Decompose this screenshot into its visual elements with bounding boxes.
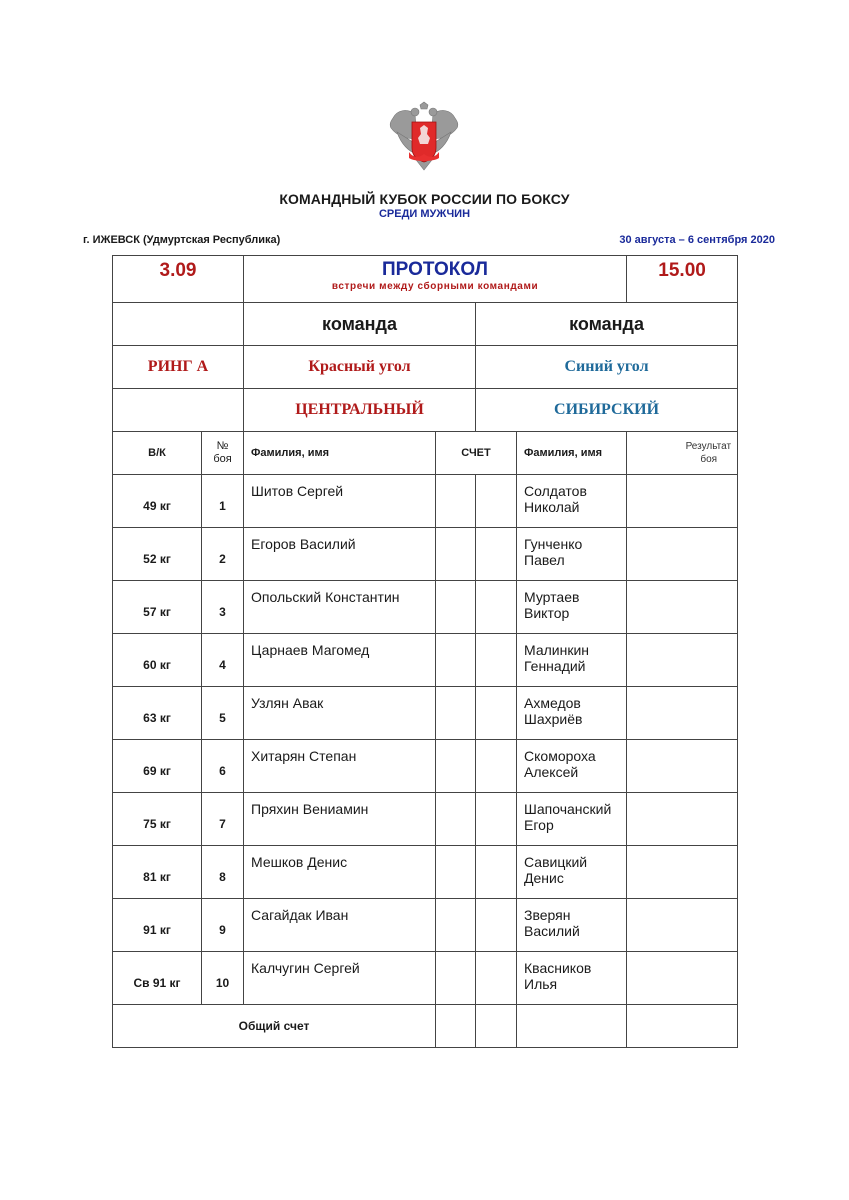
red-boxer-name: Шитов Сергей — [244, 475, 436, 528]
red-score-cell[interactable] — [436, 793, 476, 846]
bout-row — [113, 634, 738, 687]
blue-team-name: СИБИРСКИЙ — [476, 389, 738, 432]
team-label-red: команда — [244, 303, 476, 346]
blue-boxer-name: Солдатов Николай — [517, 475, 627, 528]
blue-boxer-name: Квасников Илья — [517, 952, 627, 1005]
red-score-cell[interactable] — [436, 899, 476, 952]
red-score-cell[interactable] — [436, 740, 476, 793]
total-score-row — [113, 1005, 738, 1048]
protocol-title: ПРОТОКОЛ — [382, 259, 489, 280]
red-boxer-name: Пряхин Вениамин — [244, 793, 436, 846]
ring-label: РИНГ А — [113, 346, 244, 389]
blue-score-cell[interactable] — [476, 687, 517, 740]
bout-result-cell[interactable] — [627, 846, 738, 899]
col-result-line1: Результат — [685, 441, 732, 452]
protocol-subtitle: встречи между сборными командами — [331, 281, 539, 292]
col-result-line2: боя — [700, 454, 718, 465]
total-score-label: Общий счет — [113, 1005, 436, 1048]
bout-row — [113, 581, 738, 634]
protocol-title-cell — [244, 256, 627, 303]
team-label-row — [113, 303, 738, 346]
blue-boxer-name: Зверян Василий — [517, 899, 627, 952]
red-score-cell[interactable] — [436, 634, 476, 687]
bout-number: 4 — [202, 634, 244, 687]
team-label-blue: команда — [476, 303, 738, 346]
red-boxer-name: Хитарян Степан — [244, 740, 436, 793]
red-boxer-name: Мешков Денис — [244, 846, 436, 899]
bout-number: 2 — [202, 528, 244, 581]
col-result — [627, 432, 738, 475]
bout-number: 5 — [202, 687, 244, 740]
blue-score-cell[interactable] — [476, 528, 517, 581]
bout-protocol-table — [112, 255, 738, 1048]
red-boxer-name: Опольский Константин — [244, 581, 436, 634]
blue-boxer-name: Шапочанский Егор — [517, 793, 627, 846]
team-name-row — [113, 389, 738, 432]
bout-result-cell[interactable] — [627, 634, 738, 687]
red-score-cell[interactable] — [436, 475, 476, 528]
red-boxer-name: Сагайдак Иван — [244, 899, 436, 952]
blue-score-cell[interactable] — [476, 581, 517, 634]
venue-city: г. ИЖЕВСК (Удмуртская Республика) — [83, 234, 281, 246]
bout-result-cell[interactable] — [627, 793, 738, 846]
bout-result-cell[interactable] — [627, 581, 738, 634]
event-dates: 30 августа – 6 сентября 2020 — [619, 234, 775, 246]
total-result[interactable] — [627, 1005, 738, 1048]
blue-boxer-name: Малинкин Геннадий — [517, 634, 627, 687]
bout-row — [113, 528, 738, 581]
total-empty — [517, 1005, 627, 1048]
bout-row — [113, 952, 738, 1005]
red-score-cell[interactable] — [436, 581, 476, 634]
column-header-row — [113, 432, 738, 475]
red-corner-label: Красный угол — [244, 346, 476, 389]
col-bout-no-line1: № — [216, 440, 229, 452]
bout-time: 15.00 — [658, 260, 706, 281]
bout-number: 7 — [202, 793, 244, 846]
bout-weight: 57 кг — [113, 581, 202, 634]
blue-boxer-name: Савицкий Денис — [517, 846, 627, 899]
bout-row — [113, 846, 738, 899]
bout-weight: 91 кг — [113, 899, 202, 952]
bout-number: 8 — [202, 846, 244, 899]
bout-result-cell[interactable] — [627, 740, 738, 793]
bout-date: 3.09 — [159, 260, 197, 281]
bout-weight: 81 кг — [113, 846, 202, 899]
total-score-blue[interactable] — [476, 1005, 517, 1048]
bout-row — [113, 475, 738, 528]
bout-weight: 60 кг — [113, 634, 202, 687]
blue-boxer-name: Муртаев Виктор — [517, 581, 627, 634]
red-score-cell[interactable] — [436, 846, 476, 899]
col-bout-no-line2: боя — [213, 453, 232, 465]
blue-boxer-name: Скомороха Алексей — [517, 740, 627, 793]
red-team-name: ЦЕНТРАЛЬНЫЙ — [244, 389, 476, 432]
corner-row — [113, 346, 738, 389]
blue-score-cell[interactable] — [476, 475, 517, 528]
bout-result-cell[interactable] — [627, 475, 738, 528]
bout-number: 10 — [202, 952, 244, 1005]
bout-result-cell[interactable] — [627, 687, 738, 740]
blue-score-cell[interactable] — [476, 846, 517, 899]
bout-weight: 52 кг — [113, 528, 202, 581]
bout-row — [113, 687, 738, 740]
bout-result-cell[interactable] — [627, 952, 738, 1005]
bout-weight: Св 91 кг — [113, 952, 202, 1005]
bout-time-cell — [627, 256, 738, 303]
bout-row — [113, 793, 738, 846]
col-bout-no — [202, 432, 244, 475]
red-boxer-name: Калчугин Сергей — [244, 952, 436, 1005]
red-score-cell[interactable] — [436, 528, 476, 581]
col-score: СЧЕТ — [436, 432, 517, 475]
blue-score-cell[interactable] — [476, 952, 517, 1005]
empty-cell — [113, 303, 244, 346]
blue-score-cell[interactable] — [476, 634, 517, 687]
bout-number: 6 — [202, 740, 244, 793]
blue-corner-label: Синий угол — [476, 346, 738, 389]
competition-subtitle: СРЕДИ МУЖЧИН — [378, 208, 471, 220]
bout-weight: 63 кг — [113, 687, 202, 740]
empty-cell — [113, 389, 244, 432]
red-score-cell[interactable] — [436, 952, 476, 1005]
bout-weight: 69 кг — [113, 740, 202, 793]
blue-score-cell[interactable] — [476, 793, 517, 846]
col-red-name: Фамилия, имя — [244, 432, 436, 475]
protocol-header-row — [113, 256, 738, 303]
bout-row — [113, 899, 738, 952]
bout-number: 1 — [202, 475, 244, 528]
bout-weight: 75 кг — [113, 793, 202, 846]
emblem-logo — [383, 96, 465, 176]
bout-number: 9 — [202, 899, 244, 952]
bout-number: 3 — [202, 581, 244, 634]
bout-weight: 49 кг — [113, 475, 202, 528]
blue-boxer-name: Гунченко Павел — [517, 528, 627, 581]
red-boxer-name: Узлян Авак — [244, 687, 436, 740]
blue-boxer-name: Ахмедов Шахриёв — [517, 687, 627, 740]
bout-result-cell[interactable] — [627, 899, 738, 952]
bout-result-cell[interactable] — [627, 528, 738, 581]
col-blue-name: Фамилия, имя — [517, 432, 627, 475]
bout-row — [113, 740, 738, 793]
bout-date-cell — [113, 256, 244, 303]
col-weight: В/К — [113, 432, 202, 475]
red-score-cell[interactable] — [436, 687, 476, 740]
red-boxer-name: Царнаев Магомед — [244, 634, 436, 687]
blue-score-cell[interactable] — [476, 899, 517, 952]
competition-title: КОМАНДНЫЙ КУБОК РОССИИ ПО БОКСУ — [279, 191, 570, 207]
total-score-red[interactable] — [436, 1005, 476, 1048]
red-boxer-name: Егоров Василий — [244, 528, 436, 581]
blue-score-cell[interactable] — [476, 740, 517, 793]
